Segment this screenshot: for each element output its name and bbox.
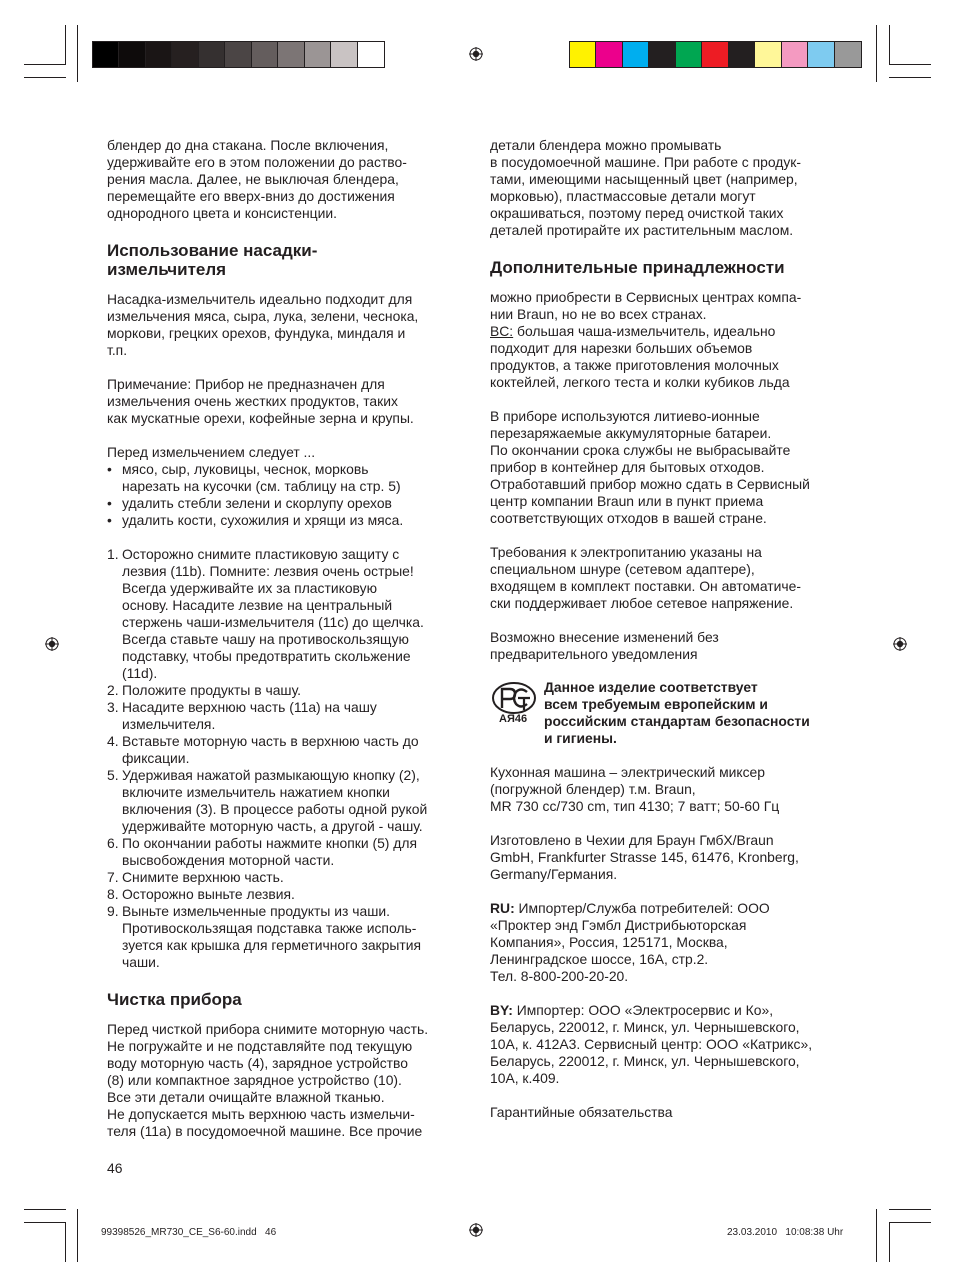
registration-mark-icon <box>893 637 907 651</box>
step-number: 9. <box>107 903 119 919</box>
warranty-line: Гарантийные обязательства <box>490 1104 673 1120</box>
footer-file-info: 99398526_MR730_CE_S6-60.indd 46 <box>101 1227 277 1238</box>
crop-mark <box>65 25 66 65</box>
crop-mark <box>77 1209 78 1262</box>
crop-mark <box>876 25 877 82</box>
color-swatch <box>755 42 781 67</box>
cleaning-continued: детали блендера можно промывать в посудомоечной машине. При работе с продук- тами, имеющими насыщенный цвет (например, морковью), пластмассовые детали могут окрашиваться, поэтому перед очисткой таких деталей протирайте их растительным маслом. <box>490 137 801 238</box>
crop-mark <box>24 64 66 65</box>
accessories-paragraph: можно приобрести в Сервисных центрах компа- нии Braun, но не во всех странах. BC: большая чаша-измельчитель, идеально подходит для нарезки больших объемов продуктов, а также приготовления молочных коктейлей, легкого теста и колки кубиков льда <box>490 289 802 390</box>
crop-mark <box>889 1222 931 1223</box>
color-swatch <box>649 42 675 67</box>
registration-mark-icon <box>469 47 483 61</box>
left-column <box>107 137 477 1177</box>
list-item: 6. По окончании работы нажмите кнопки (5) для высвобождения моторной части. <box>107 835 418 868</box>
color-swatch <box>808 42 834 67</box>
chopper-heading: Использование насадки- <box>107 241 318 260</box>
accessories-heading: Дополнительные принадлежности <box>490 258 785 277</box>
chopper-description: Насадка-измельчитель идеально подходит для измельчения мяса, сыра, лука, зелени, чеснока, моркови, грецких орехов, фундука, миндаля и т.п. <box>107 291 419 358</box>
color-swatch <box>782 42 808 67</box>
registration-mark-icon <box>469 1223 483 1237</box>
color-swatch <box>199 42 225 67</box>
color-swatch <box>702 42 728 67</box>
color-swatch <box>278 42 304 67</box>
color-swatch <box>570 42 596 67</box>
registration-mark-icon <box>45 637 59 651</box>
numbered-steps <box>107 546 477 971</box>
color-swatch <box>305 42 331 67</box>
color-swatch <box>93 42 119 67</box>
step-number: 4. <box>107 733 119 749</box>
list-item: 1. Осторожно снимите пластиковую защиту с лезвия (11b). Помните: лезвия очень острые! Всегда удерживайте их за пластиковую основу. Насадите лезвие на центральный стержень чаши-измельчителя (11c) до щелчка. Всегда ставьте чашу на противоскользящую подставку, чтобы предотвратить скольжение (11d). <box>107 546 424 681</box>
list-item: • мясо, сыр, луковицы, чеснок, морковь нарезать на кусочки (см. таблицу на стр. 5) <box>107 461 477 495</box>
process-color-bar <box>569 41 862 68</box>
grayscale-color-bar <box>92 41 385 68</box>
product-paragraph: Кухонная машина – электрический миксер (погружной блендер) т.м. Braun, MR 730 cc/730 cm, тип 4130; 7 ватт; 50-60 Гц <box>490 764 780 814</box>
changes-paragraph: Возможно внесение изменений без предварительного уведомления <box>490 629 719 662</box>
certification-block: АЯ46 Данное изделие соответствует всем требуемым европейским и российским стандартам безопасности и гигиены. <box>490 679 860 747</box>
crop-mark <box>24 1209 66 1210</box>
list-item: 9. Выньте измельченные продукты из чаши. Противоскользящая подставка также исполь- зуется как крышка для герметичного закрытия чаши. <box>107 903 421 970</box>
color-swatch <box>225 42 251 67</box>
color-swatch <box>623 42 649 67</box>
step-number: 7. <box>107 869 119 885</box>
list-item: 7. Снимите верхнюю часть. <box>107 869 284 885</box>
crop-mark <box>77 25 78 82</box>
list-item: • удалить кости, сухожилия и хрящи из мяса. <box>107 512 477 529</box>
power-paragraph: Требования к электропитанию указаны на специальном шнуре (сетевом адаптере), входящем в комплект поставки. Он автоматиче- ски поддерживает любое сетевое напряжение. <box>490 544 801 611</box>
crop-mark <box>889 25 890 65</box>
crop-mark <box>889 77 931 78</box>
color-swatch <box>331 42 357 67</box>
list-item: • удалить стебли зелени и скорлупу орехов <box>107 495 477 512</box>
intro-paragraph: блендер до дна стакана. После включения, удерживайте его в этом положении до раство- рения масла. Далее, не выключая блендера, перемещайте его вверх-вниз до достижения однородного цвета и консистенции. <box>107 137 407 221</box>
note-paragraph: Примечание: Прибор не предназначен для измельчения очень жестких продуктов, таких как мускатные орехи, кофейные зерна и крупы. <box>107 376 414 426</box>
color-swatch <box>596 42 622 67</box>
color-swatch <box>252 42 278 67</box>
crop-mark <box>889 1209 931 1210</box>
ru-importer-paragraph: RU: Импортер/Служба потребителей: ООО «Проктер энд Гэмбл Дистрибьюторская Компания», Россия, 125171, Москва, Ленинградское шоссе, 16А, стр.2. Тел. 8-800-200-20-20. <box>490 900 770 984</box>
color-swatch <box>676 42 702 67</box>
list-item: 5. Удерживая нажатой размыкающую кнопку (2), включите измельчитель нажатием кнопки включения (3). В процессе работы одной рукой удерживайте моторную часть, а другой - чашу. <box>107 767 428 834</box>
crop-mark <box>889 1222 890 1262</box>
crop-mark <box>24 1222 66 1223</box>
page-number: 46 <box>107 1160 123 1176</box>
list-item: 3. Насадите верхнюю часть (11a) на чашу измельчителя. <box>107 699 377 732</box>
bc-label: BC: <box>490 323 514 339</box>
cleaning-paragraph: Перед чисткой прибора снимите моторную часть. Не погружайте и не подставляйте под текущую воду моторную часть (4), зарядное устройство (8) или компактное зарядное устройство (10). Все эти детали очищайте влажной тканью. Не допускается мыть верхнюю часть измельчи- теля (11a) в посудомоечной машине. Все прочие <box>107 1021 429 1139</box>
list-item: 4. Вставьте моторную часть в верхнюю часть до фиксации. <box>107 733 419 766</box>
crop-mark <box>65 1222 66 1262</box>
prep-intro: Перед измельчением следует ... <box>107 444 316 460</box>
made-in-paragraph: Изготовлено в Чехии для Браун ГмбХ/Braun GmbH, Frankfurter Strasse 145, 61476, Kronberg, Germany/Германия. <box>490 832 799 882</box>
crop-mark <box>876 1209 877 1262</box>
chopper-heading: измельчителя <box>107 260 227 279</box>
color-swatch <box>835 42 861 67</box>
list-item: 8. Осторожно выньте лезвия. <box>107 886 295 902</box>
crop-mark <box>24 77 66 78</box>
step-number: 5. <box>107 767 119 783</box>
step-number: 8. <box>107 886 119 902</box>
step-number: 3. <box>107 699 119 715</box>
list-item: 2. Положите продукты в чашу. <box>107 682 301 698</box>
pct-certification-mark-icon <box>491 681 537 715</box>
color-swatch <box>119 42 145 67</box>
by-importer-paragraph: BY: Импортер: ООО «Электросервис и Ко», Беларусь, 220012, г. Минск, ул. Чернышевского, 10А, к. 412А3. Сервисный центр: ООО «Катрикс», Беларусь, 220012, г. Минск, ул. Чернышевского, 10А, к.409. <box>490 1002 813 1086</box>
color-swatch <box>146 42 172 67</box>
color-swatch <box>729 42 755 67</box>
color-swatch <box>172 42 198 67</box>
cleaning-heading: Чистка прибора <box>107 990 242 1009</box>
crop-mark <box>889 64 931 65</box>
step-number: 1. <box>107 546 119 562</box>
cert-code: АЯ46 <box>499 713 528 725</box>
step-number: 2. <box>107 682 119 698</box>
step-number: 6. <box>107 835 119 851</box>
right-column <box>490 137 860 1121</box>
color-swatch <box>358 42 384 67</box>
battery-paragraph: В приборе используются литиево-ионные перезаряжаемые аккумуляторные батареи. По окончании срока службы не выбрасывайте прибор в контейнер для бытовых отходов. Отработавший прибор можно сдать в Сервисный центр компании Braun или в пункт приема соответствующих отходов в вашей стране. <box>490 408 810 526</box>
footer-date: 23.03.2010 10:08:38 Uhr <box>727 1227 844 1238</box>
